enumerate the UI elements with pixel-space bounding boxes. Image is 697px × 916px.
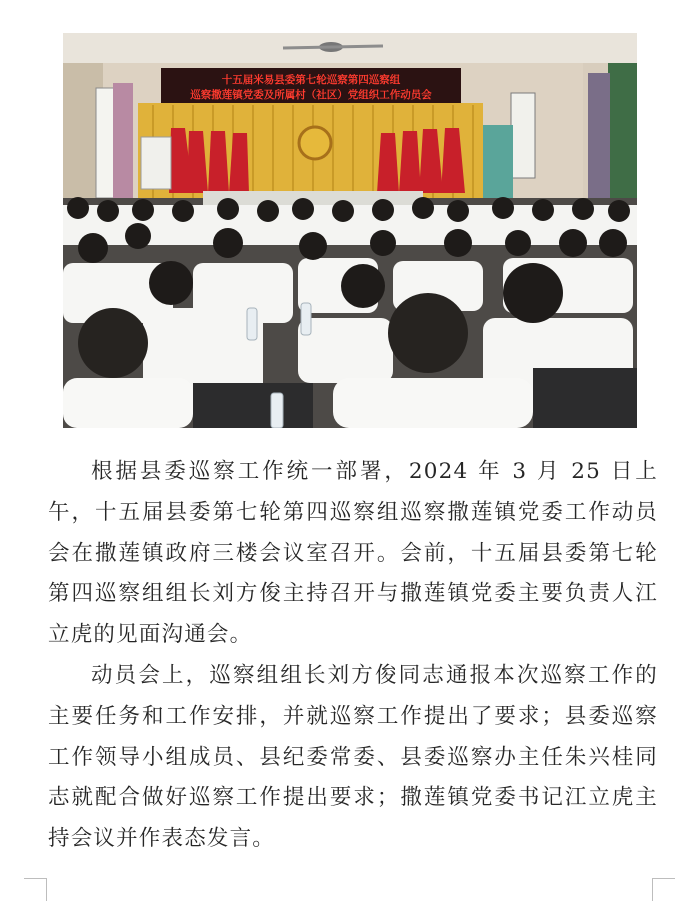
banner-line-2: 巡察撒莲镇党委及所属村（社区）党组织工作动员会	[190, 89, 432, 101]
meeting-photo	[63, 33, 637, 428]
article-body	[48, 452, 658, 860]
article-paragraph: 根据县委巡察工作统一部署，2024 年 3 月 25 日上午，十五届县委第七轮第四巡察组巡察撒莲镇党委工作动员会在撒莲镇政府三楼会议室召开。会前，十五届县委第七轮第四巡察组组长刘方俊主持召开与撒莲镇党委主要负责人江立虎的见面沟通会。	[48, 459, 658, 648]
meeting-photo-drawing	[63, 33, 637, 428]
page-corner-mark	[24, 878, 47, 901]
banner-line-1: 十五届米易县委第七轮巡察第四巡察组	[221, 74, 401, 86]
article-paragraph: 动员会上，巡察组组长刘方俊同志通报本次巡察工作的主要任务和工作安排，并就巡察工作提出了要求；县委巡察工作领导小组成员、县纪委常委、县委巡察办主任朱兴桂同志就配合做好巡察工作提出要求；撒莲镇党委书记江立虎主持会议并作表态发言。	[48, 662, 658, 852]
party-emblem-icon	[299, 127, 331, 159]
page-corner-mark	[652, 878, 675, 901]
